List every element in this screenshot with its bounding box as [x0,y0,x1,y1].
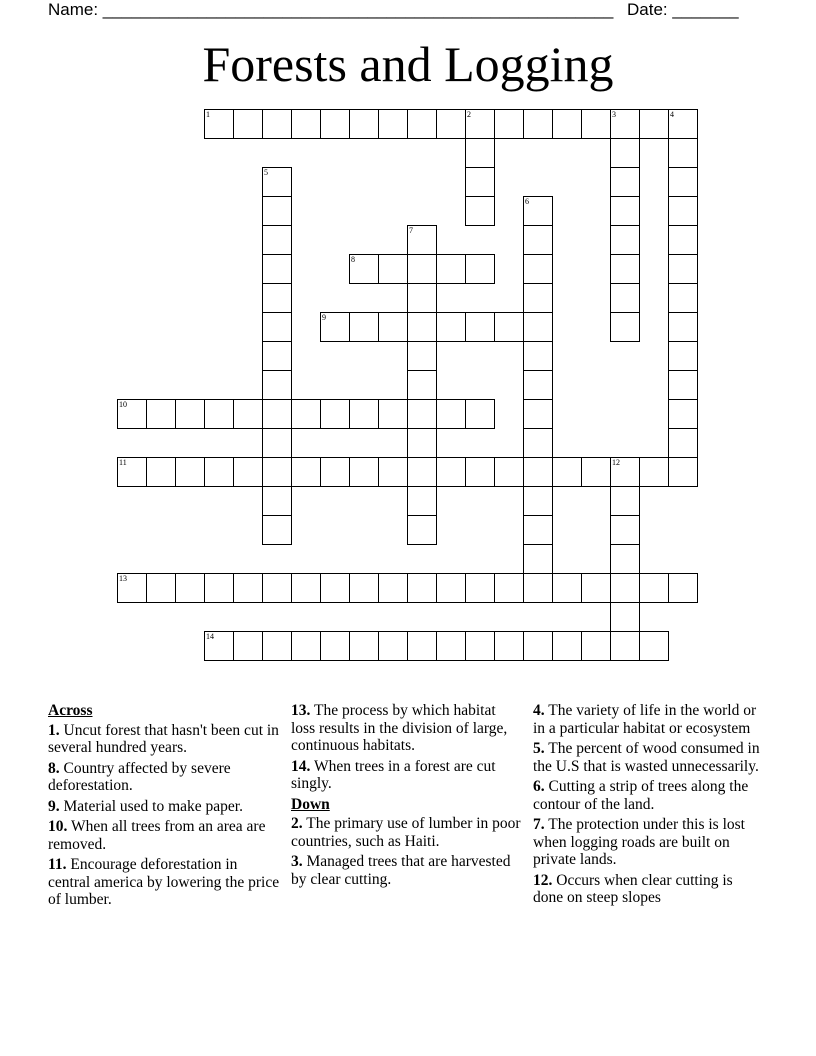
grid-cell[interactable] [262,167,292,197]
grid-cell[interactable] [117,573,147,603]
clue-across-8: 8. Country affected by severe deforestation. [48,759,231,794]
clues-column-3 [533,702,765,910]
grid-cell[interactable] [610,196,640,226]
grid-cell[interactable] [378,254,408,284]
clue-across-13: 13. The process by which habitat loss results in the division of large, continuous habitats. [291,702,508,754]
grid-cell[interactable] [668,341,698,371]
grid-cell[interactable] [320,399,350,429]
grid-cell[interactable] [233,109,263,139]
grid-cell[interactable] [262,225,292,255]
grid-cell[interactable] [262,312,292,342]
clue-down-3: 3. Managed trees that are harvested by clear cutting. [291,853,511,888]
grid-cell[interactable] [407,457,437,487]
clue-number: 4 [670,110,674,119]
clue-across-1: 1. Uncut forest that hasn't been cut in several hundred years. [48,721,279,756]
grid-cell[interactable] [262,515,292,545]
grid-cell[interactable] [262,573,292,603]
grid-cell[interactable] [407,254,437,284]
grid-cell[interactable] [639,109,669,139]
grid-cell[interactable] [262,196,292,226]
grid-cell[interactable] [523,109,553,139]
grid-cell[interactable] [262,486,292,516]
grid-cell[interactable] [523,370,553,400]
grid-cell[interactable] [523,544,553,574]
grid-cell[interactable] [523,399,553,429]
clue-down-5: 5. The percent of wood consumed in the U.S that is wasted unnecessarily. [533,740,760,775]
grid-cell[interactable] [610,167,640,197]
clue-down-6: 6. Cutting a strip of trees along the contour of the land. [533,778,749,813]
grid-cell[interactable] [668,167,698,197]
grid-cell[interactable] [378,399,408,429]
clue-number: 12 [612,458,620,467]
grid-cell[interactable] [407,312,437,342]
grid-cell[interactable] [262,370,292,400]
grid-cell[interactable] [175,399,205,429]
grid-cell[interactable] [523,457,553,487]
grid-cell[interactable] [552,109,582,139]
clue-number: 14 [206,632,214,641]
grid-cell[interactable] [465,631,495,661]
clues-column-1 [48,702,280,912]
grid-cell[interactable] [291,399,321,429]
grid-cell[interactable] [320,109,350,139]
grid-cell[interactable] [639,631,669,661]
grid-cell[interactable] [465,138,495,168]
clue-number: 8 [351,255,355,264]
grid-cell[interactable] [494,631,524,661]
grid-cell[interactable] [291,631,321,661]
clue-number: 5 [264,168,268,177]
grid-cell[interactable] [407,573,437,603]
grid-cell[interactable] [146,457,176,487]
clue-across-10: 10. When all trees from an area are removed. [48,818,266,853]
grid-cell[interactable] [262,631,292,661]
grid-cell[interactable] [668,196,698,226]
grid-cell[interactable] [581,457,611,487]
grid-cell[interactable] [523,225,553,255]
clue-number: 10 [119,400,127,409]
grid-cell[interactable] [146,399,176,429]
grid-cell[interactable] [349,631,379,661]
grid-cell[interactable] [465,167,495,197]
grid-cell[interactable] [349,109,379,139]
grid-cell[interactable] [668,312,698,342]
grid-cell[interactable] [523,631,553,661]
grid-cell[interactable] [523,196,553,226]
grid-cell[interactable] [407,370,437,400]
clue-number: 6 [525,197,529,206]
grid-cell[interactable] [610,254,640,284]
clue-number: 7 [409,226,413,235]
clue-number: 3 [612,110,616,119]
grid-cell[interactable] [494,312,524,342]
grid-cell[interactable] [639,457,669,487]
grid-cell[interactable] [291,109,321,139]
grid-cell[interactable] [262,457,292,487]
grid-cell[interactable] [407,515,437,545]
across-heading: Across [48,702,93,719]
grid-cell[interactable] [523,515,553,545]
grid-cell[interactable] [204,109,234,139]
grid-cell[interactable] [668,573,698,603]
grid-cell[interactable] [378,631,408,661]
grid-cell[interactable] [465,457,495,487]
grid-cell[interactable] [668,109,698,139]
grid-cell[interactable] [233,573,263,603]
grid-cell[interactable] [436,109,466,139]
clue-down-7: 7. The protection under this is lost when logging roads are built on private lands. [533,816,745,868]
grid-cell[interactable] [581,109,611,139]
grid-cell[interactable] [610,109,640,139]
clue-across-11: 11. Encourage deforestation in central america by lowering the price of lumber. [48,856,280,908]
grid-cell[interactable] [494,457,524,487]
down-heading: Down [291,795,330,813]
grid-cell[interactable] [204,457,234,487]
grid-cell[interactable] [349,312,379,342]
grid-cell[interactable] [349,573,379,603]
grid-cell[interactable] [668,428,698,458]
grid-cell[interactable] [610,225,640,255]
date-field[interactable]: Date: _______ [627,0,739,19]
grid-cell[interactable] [407,631,437,661]
grid-cell[interactable] [523,283,553,313]
grid-cell[interactable] [407,486,437,516]
grid-cell[interactable] [117,457,147,487]
grid-cell[interactable] [552,631,582,661]
grid-cell[interactable] [552,573,582,603]
grid-cell[interactable] [349,399,379,429]
grid-cell[interactable] [552,457,582,487]
grid-cell[interactable] [320,457,350,487]
grid-cell[interactable] [610,544,640,574]
grid-cell[interactable] [407,399,437,429]
grid-cell[interactable] [465,196,495,226]
grid-cell[interactable] [262,399,292,429]
grid-cell[interactable] [262,109,292,139]
clue-number: 13 [119,574,127,583]
grid-cell[interactable] [436,457,466,487]
page-title: Forests and Logging [202,36,614,92]
clue-number: 11 [119,458,127,467]
clue-down-2: 2. The primary use of lumber in poor countries, such as Haiti. [291,815,521,850]
grid-cell[interactable] [668,138,698,168]
grid-cell[interactable] [117,399,147,429]
grid-cell[interactable] [610,573,640,603]
grid-cell[interactable] [523,254,553,284]
grid-cell[interactable] [610,312,640,342]
grid-cell[interactable] [581,631,611,661]
grid-cell[interactable] [378,312,408,342]
grid-cell[interactable] [407,428,437,458]
grid-cell[interactable] [204,631,234,661]
grid-cell[interactable] [175,573,205,603]
grid-cell[interactable] [581,573,611,603]
grid-cell[interactable] [668,457,698,487]
grid-cell[interactable] [378,109,408,139]
grid-cell[interactable] [523,312,553,342]
grid-cell[interactable] [378,573,408,603]
grid-cell[interactable] [436,254,466,284]
grid-cell[interactable] [610,602,640,632]
grid-cell[interactable] [668,399,698,429]
grid-cell[interactable] [436,399,466,429]
grid-cell[interactable] [320,312,350,342]
grid-cell[interactable] [291,457,321,487]
grid-cell[interactable] [610,631,640,661]
grid-cell[interactable] [436,573,466,603]
grid-cell[interactable] [175,457,205,487]
grid-cell[interactable] [639,573,669,603]
name-field[interactable]: Name: ______________________________________________________ [48,0,614,19]
grid-cell[interactable] [320,631,350,661]
grid-cell[interactable] [610,138,640,168]
grid-cell[interactable] [407,109,437,139]
grid-cell[interactable] [407,225,437,255]
grid-cell[interactable] [349,457,379,487]
grid-cell[interactable] [233,457,263,487]
grid-cell[interactable] [291,573,321,603]
grid-cell[interactable] [610,486,640,516]
grid-cell[interactable] [465,312,495,342]
grid-cell[interactable] [262,428,292,458]
grid-cell[interactable] [523,573,553,603]
grid-cell[interactable] [436,631,466,661]
grid-cell[interactable] [465,573,495,603]
grid-cell[interactable] [465,254,495,284]
grid-cell[interactable] [204,399,234,429]
clue-number: 2 [467,110,471,119]
grid-cell[interactable] [494,109,524,139]
clue-down-4: 4. The variety of life in the world or in a particular habitat or ecosystem [533,702,757,737]
grid-cell[interactable] [262,341,292,371]
grid-cell[interactable] [320,573,350,603]
grid-cell[interactable] [349,254,379,284]
clue-number: 1 [206,110,210,119]
grid-cell[interactable] [610,515,640,545]
grid-cell[interactable] [407,341,437,371]
grid-cell[interactable] [262,283,292,313]
grid-cell[interactable] [465,109,495,139]
grid-cell[interactable] [668,254,698,284]
grid-cell[interactable] [523,486,553,516]
grid-cell[interactable] [610,457,640,487]
grid-cell[interactable] [668,225,698,255]
grid-cell[interactable] [610,283,640,313]
clue-number: 9 [322,313,326,322]
grid-cell[interactable] [204,573,234,603]
grid-cell[interactable] [262,254,292,284]
clue-down-12: 12. Occurs when clear cutting is done on steep slopes [533,871,733,906]
grid-cell[interactable] [233,631,263,661]
grid-cell[interactable] [407,283,437,313]
clue-across-9: 9. Material used to make paper. [48,797,243,815]
grid-cell[interactable] [233,399,263,429]
grid-cell[interactable] [668,370,698,400]
grid-cell[interactable] [465,399,495,429]
grid-cell[interactable] [523,428,553,458]
grid-cell[interactable] [523,341,553,371]
grid-cell[interactable] [668,283,698,313]
grid-cell[interactable] [494,573,524,603]
clue-across-14: 14. When trees in a forest are cut singly. [291,757,496,792]
grid-cell[interactable] [378,457,408,487]
grid-cell[interactable] [436,312,466,342]
grid-cell[interactable] [146,573,176,603]
clues-column-2 [291,702,523,891]
